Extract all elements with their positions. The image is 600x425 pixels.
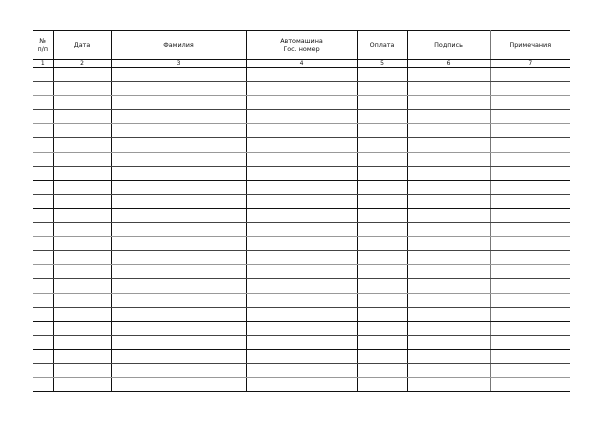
table-cell	[111, 251, 246, 265]
table-cell	[53, 96, 111, 110]
table-row	[33, 307, 570, 321]
table-cell	[246, 223, 357, 237]
table-cell	[33, 194, 53, 208]
table-row	[33, 124, 570, 138]
column-header-payment-label: Оплата	[369, 41, 395, 49]
table-cell	[407, 96, 490, 110]
table-cell	[407, 208, 490, 222]
table-cell	[111, 279, 246, 293]
table-cell	[407, 307, 490, 321]
log-sheet	[33, 30, 570, 392]
table-cell	[33, 152, 53, 166]
table-cell	[490, 124, 570, 138]
column-header-notes-label: Примечания	[509, 41, 552, 49]
table-cell	[490, 279, 570, 293]
table-cell	[111, 138, 246, 152]
table-cell	[53, 321, 111, 335]
table-row	[33, 180, 570, 194]
table-cell	[111, 378, 246, 392]
table-row	[33, 96, 570, 110]
table-cell	[407, 223, 490, 237]
table-cell	[357, 208, 407, 222]
table-cell	[407, 82, 490, 96]
table-cell	[33, 208, 53, 222]
table-cell	[33, 265, 53, 279]
table-cell	[407, 378, 490, 392]
table-cell	[407, 279, 490, 293]
table-cell	[490, 223, 570, 237]
table-cell	[33, 96, 53, 110]
table-cell	[111, 82, 246, 96]
table-cell	[53, 82, 111, 96]
column-header-date	[53, 31, 111, 60]
table-cell	[53, 180, 111, 194]
table-cell	[407, 68, 490, 82]
table-cell	[33, 110, 53, 124]
table-cell	[246, 82, 357, 96]
table-cell	[111, 237, 246, 251]
table-cell	[357, 68, 407, 82]
table-cell	[357, 378, 407, 392]
table-cell	[407, 251, 490, 265]
table-cell	[33, 307, 53, 321]
table-cell	[407, 265, 490, 279]
column-header-signature-label: Подпись	[434, 41, 463, 49]
table-cell	[53, 208, 111, 222]
table-row	[33, 194, 570, 208]
table-cell	[490, 208, 570, 222]
table-cell	[111, 68, 246, 82]
table-cell	[33, 124, 53, 138]
table-cell	[490, 349, 570, 363]
table-cell	[33, 68, 53, 82]
table-row	[33, 279, 570, 293]
table-cell	[111, 110, 246, 124]
table-cell	[357, 265, 407, 279]
table-cell	[490, 237, 570, 251]
table-cell	[53, 378, 111, 392]
column-number-row	[33, 60, 570, 68]
table-cell	[490, 194, 570, 208]
table-cell	[490, 293, 570, 307]
table-cell	[490, 378, 570, 392]
table-row	[33, 223, 570, 237]
table-row	[33, 138, 570, 152]
table-row	[33, 237, 570, 251]
table-cell	[246, 180, 357, 194]
table-cell	[407, 237, 490, 251]
table-cell	[490, 82, 570, 96]
table-cell	[246, 166, 357, 180]
table-cell	[357, 321, 407, 335]
table-cell	[357, 96, 407, 110]
table-cell	[33, 293, 53, 307]
table-cell	[246, 335, 357, 349]
table-cell	[357, 110, 407, 124]
table-cell	[111, 223, 246, 237]
table-cell	[111, 349, 246, 363]
table-cell	[357, 180, 407, 194]
column-number: 1	[33, 60, 53, 68]
table-cell	[490, 138, 570, 152]
table-row	[33, 363, 570, 377]
table-cell	[246, 293, 357, 307]
table-row	[33, 321, 570, 335]
table-row	[33, 378, 570, 392]
table-cell	[407, 321, 490, 335]
table-cell	[246, 194, 357, 208]
table-cell	[53, 363, 111, 377]
table-cell	[490, 363, 570, 377]
column-number: 4	[246, 60, 357, 68]
column-number: 2	[53, 60, 111, 68]
table-cell	[357, 82, 407, 96]
table-cell	[33, 378, 53, 392]
table-cell	[33, 363, 53, 377]
table-cell	[111, 194, 246, 208]
table-cell	[490, 251, 570, 265]
table-cell	[53, 237, 111, 251]
column-number: 6	[407, 60, 490, 68]
column-number: 5	[357, 60, 407, 68]
table-cell	[407, 363, 490, 377]
table-row	[33, 82, 570, 96]
table-cell	[33, 138, 53, 152]
table-cell	[490, 152, 570, 166]
table-cell	[33, 349, 53, 363]
table-row	[33, 265, 570, 279]
table-cell	[246, 110, 357, 124]
table-cell	[53, 124, 111, 138]
column-header-surname	[111, 31, 246, 60]
table-cell	[111, 307, 246, 321]
table-cell	[246, 96, 357, 110]
table-cell	[33, 335, 53, 349]
column-header-vehicle	[246, 31, 357, 60]
table-cell	[246, 251, 357, 265]
table-row	[33, 166, 570, 180]
table-cell	[53, 251, 111, 265]
table-cell	[407, 138, 490, 152]
column-header-number-label: № п/п	[37, 37, 48, 53]
table-cell	[53, 166, 111, 180]
table-cell	[111, 265, 246, 279]
table-cell	[246, 321, 357, 335]
table-cell	[407, 335, 490, 349]
table-row	[33, 335, 570, 349]
table-row	[33, 208, 570, 222]
table-cell	[357, 251, 407, 265]
table-cell	[407, 180, 490, 194]
table-cell	[53, 265, 111, 279]
table-cell	[357, 237, 407, 251]
table-cell	[53, 152, 111, 166]
table-cell	[33, 180, 53, 194]
table-cell	[53, 307, 111, 321]
table-row	[33, 251, 570, 265]
table-cell	[53, 293, 111, 307]
table-cell	[53, 223, 111, 237]
table-cell	[407, 110, 490, 124]
column-number: 7	[490, 60, 570, 68]
table-cell	[246, 307, 357, 321]
table-cell	[246, 124, 357, 138]
table-cell	[111, 208, 246, 222]
table-cell	[490, 68, 570, 82]
table-cell	[53, 335, 111, 349]
log-table	[33, 30, 570, 392]
table-row	[33, 152, 570, 166]
table-cell	[407, 166, 490, 180]
table-cell	[357, 307, 407, 321]
column-header-notes	[490, 31, 570, 60]
table-cell	[407, 349, 490, 363]
table-cell	[33, 321, 53, 335]
table-cell	[53, 349, 111, 363]
table-cell	[111, 293, 246, 307]
table-cell	[246, 265, 357, 279]
table-cell	[111, 180, 246, 194]
column-header-date-label: Дата	[73, 41, 91, 49]
column-header-number	[33, 31, 53, 60]
table-cell	[53, 138, 111, 152]
table-cell	[246, 237, 357, 251]
table-cell	[407, 293, 490, 307]
table-cell	[357, 223, 407, 237]
table-cell	[357, 363, 407, 377]
column-header-vehicle-label: Автомашина Гос. номер	[280, 37, 323, 53]
table-cell	[33, 251, 53, 265]
table-cell	[111, 166, 246, 180]
table-cell	[490, 180, 570, 194]
table-cell	[246, 138, 357, 152]
table-cell	[53, 194, 111, 208]
table-cell	[490, 265, 570, 279]
column-number: 3	[111, 60, 246, 68]
table-cell	[246, 363, 357, 377]
header-row	[33, 31, 570, 60]
table-cell	[407, 124, 490, 138]
table-cell	[357, 279, 407, 293]
table-cell	[490, 321, 570, 335]
table-cell	[33, 279, 53, 293]
table-cell	[111, 152, 246, 166]
table-cell	[490, 335, 570, 349]
table-cell	[111, 321, 246, 335]
table-cell	[357, 194, 407, 208]
table-cell	[246, 208, 357, 222]
table-row	[33, 68, 570, 82]
table-row	[33, 110, 570, 124]
table-cell	[357, 335, 407, 349]
table-cell	[246, 349, 357, 363]
table-cell	[490, 307, 570, 321]
table-cell	[357, 152, 407, 166]
table-cell	[111, 363, 246, 377]
column-header-surname-label: Фамилия	[163, 41, 194, 49]
table-cell	[407, 194, 490, 208]
table-row	[33, 293, 570, 307]
table-row	[33, 349, 570, 363]
table-cell	[33, 166, 53, 180]
table-cell	[53, 68, 111, 82]
table-cell	[490, 96, 570, 110]
table-cell	[33, 82, 53, 96]
table-cell	[357, 166, 407, 180]
table-cell	[111, 96, 246, 110]
table-cell	[357, 124, 407, 138]
table-cell	[357, 138, 407, 152]
table-cell	[357, 293, 407, 307]
table-cell	[246, 68, 357, 82]
table-cell	[33, 223, 53, 237]
table-cell	[53, 279, 111, 293]
table-cell	[111, 124, 246, 138]
table-cell	[53, 110, 111, 124]
table-cell	[246, 152, 357, 166]
table-cell	[490, 166, 570, 180]
table-cell	[246, 378, 357, 392]
table-cell	[33, 237, 53, 251]
table-cell	[246, 279, 357, 293]
column-header-signature	[407, 31, 490, 60]
table-cell	[111, 335, 246, 349]
table-cell	[357, 349, 407, 363]
table-cell	[490, 110, 570, 124]
table-cell	[407, 152, 490, 166]
column-header-payment	[357, 31, 407, 60]
